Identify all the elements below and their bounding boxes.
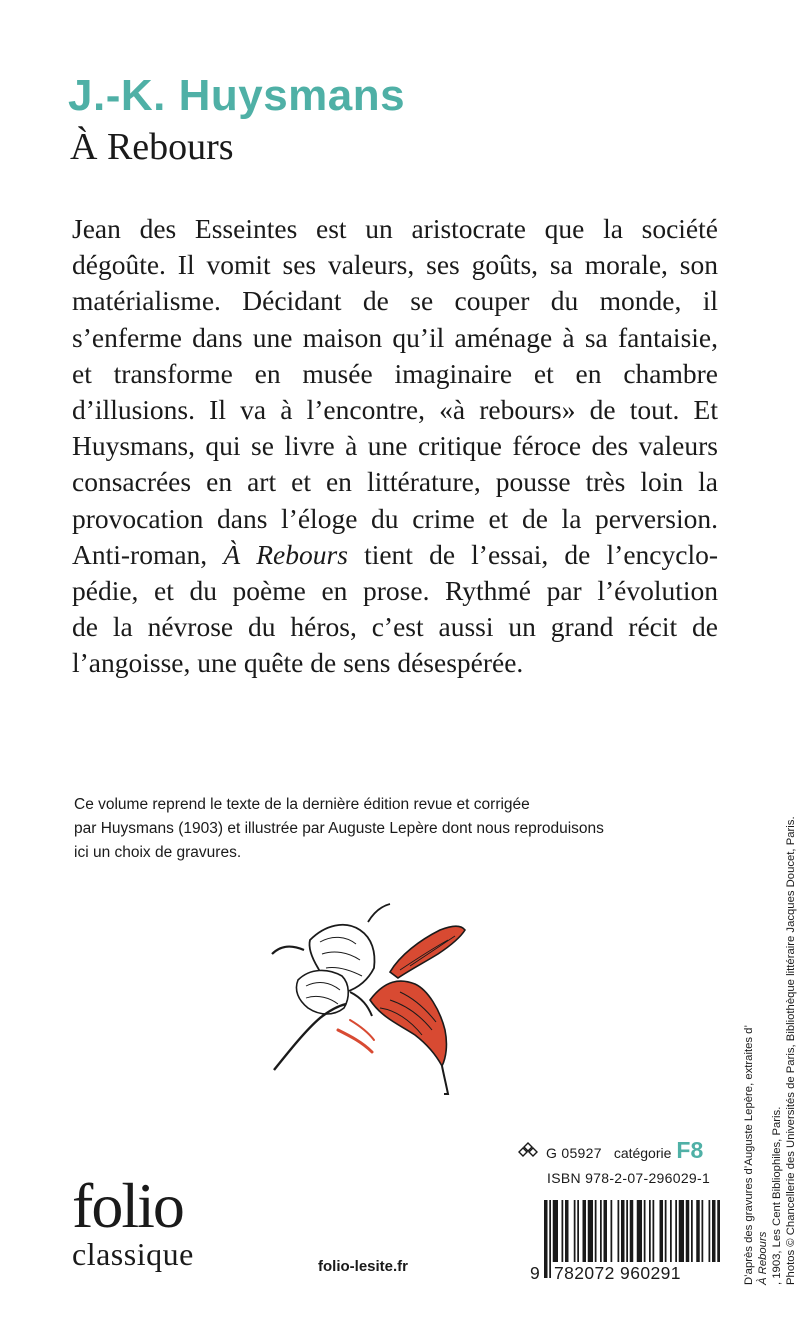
barcode-bar [588, 1200, 593, 1262]
credit-text: D’après des gravures d’Auguste Lepère, extraites d’ [743, 1025, 755, 1285]
barcode-bar [702, 1200, 704, 1262]
note-line: par Huysmans (1903) et illustrée par Auguste Lepère dont nous reproduisons [74, 820, 604, 837]
book-title: À Rebours [70, 126, 234, 168]
g-code: G 05927 [546, 1145, 602, 1161]
blurb-line: Jean des Esseintes est un aristocrate que la société [72, 213, 718, 244]
barcode-number: 782072 960291 [554, 1263, 681, 1283]
blurb-line: dégoûte. Il vomit ses valeurs, ses goûts, sa morale, son [72, 249, 718, 281]
blurb-line: et transforme en musée imaginaire et en chambre [72, 357, 718, 389]
engraving-illustration [250, 880, 480, 1100]
blurb-line: de la névrose du héros, c’est aussi un grand récit de [72, 611, 718, 643]
barcode-digits [530, 1262, 720, 1284]
blurb-line: pédie, et du poème en prose. Rythmé par l’évolution [72, 574, 718, 606]
catalog-codes [518, 1137, 718, 1186]
blurb-line: matérialisme. Décidant de se couper du monde, il [72, 285, 718, 317]
barcode-bar [630, 1200, 634, 1262]
barcode-bar [670, 1200, 672, 1262]
barcode-bar [644, 1200, 646, 1262]
barcode-bar [696, 1200, 700, 1262]
credit-text: , 1903, Les Cent Bibliophiles, Paris. [771, 1106, 783, 1285]
back-cover-blurb [72, 211, 718, 681]
barcode-bar [665, 1200, 667, 1262]
category-value: F8 [676, 1137, 704, 1163]
blurb-line: l’angoisse, une quête de sens désespérée. [72, 647, 524, 679]
barcode-bar [712, 1200, 716, 1262]
barcode-bar [600, 1200, 602, 1262]
barcode-bar [604, 1200, 608, 1262]
barcode-bar [637, 1200, 642, 1262]
barcode-bar [691, 1200, 693, 1262]
barcode-bar [553, 1200, 558, 1262]
barcode-bar [675, 1200, 677, 1262]
barcode-bar [709, 1200, 711, 1262]
barcode-bar [595, 1200, 597, 1262]
barcode-bar [621, 1200, 625, 1262]
blurb-text: Anti-roman, [72, 538, 208, 570]
barcode-lead-digit: 9 [530, 1263, 540, 1283]
credit-line [742, 715, 784, 1285]
barcode-bar [679, 1200, 684, 1262]
barcode-bar [611, 1200, 613, 1262]
blurb-line: consacrées en art et en littérature, pousse très loin la [72, 466, 718, 498]
image-credits [742, 715, 798, 1285]
barcode-bar [562, 1200, 564, 1262]
barcode-bar [660, 1200, 664, 1262]
author-name: J.-K. Huysmans [68, 71, 406, 120]
barcode-bar [649, 1200, 651, 1262]
folio-diamond-icon [518, 1142, 538, 1158]
barcode-bar [577, 1200, 579, 1262]
website-link: folio-lesite.fr [318, 1258, 409, 1275]
barcode-bar [717, 1200, 720, 1262]
edition-note [74, 793, 724, 865]
blurb-line: d’illusions. Il va à l’encontre, «à rebours» de tout. Et [72, 393, 718, 425]
blurb-line: provocation dans l’éloge du crime et de la perversion. [72, 502, 718, 534]
isbn: ISBN 978-2-07-296029-1 [547, 1170, 711, 1186]
credit-italic-title: À Rebours [757, 1231, 769, 1285]
barcode [530, 1200, 720, 1290]
barcode-bar [618, 1200, 620, 1262]
blurb-line-with-title [72, 537, 718, 573]
note-line: ici un choix de gravures. [74, 844, 242, 861]
catalog-row [518, 1137, 718, 1164]
logo-folio: folio [72, 1170, 183, 1241]
barcode-bar [626, 1200, 628, 1262]
barcode-bar [565, 1200, 569, 1262]
blurb-text: tient de l’essai, de l’encyclo- [364, 538, 718, 570]
credit-line: Photos © Chancellerie des Universités de Paris, Bibliothèque littéraire Jacques Doucet, Paris. [785, 816, 797, 1285]
barcode-bar [653, 1200, 655, 1262]
folio-classique-logo [72, 1170, 194, 1272]
logo-classique: classique [72, 1236, 194, 1272]
barcode-bar [686, 1200, 690, 1262]
blurb-line: Huysmans, qui se livre à une critique féroce des valeurs [72, 430, 718, 462]
blurb-line: s’enferme dans une maison qu’il aménage à sa fantaisie, [72, 321, 718, 353]
note-line: Ce volume reprend le texte de la dernière édition revue et corrigée [74, 796, 530, 813]
category-label: catégorie [613, 1145, 672, 1161]
barcode-bar [574, 1200, 576, 1262]
blurb-italic-title: À Rebours [223, 538, 348, 570]
barcode-bar [583, 1200, 587, 1262]
